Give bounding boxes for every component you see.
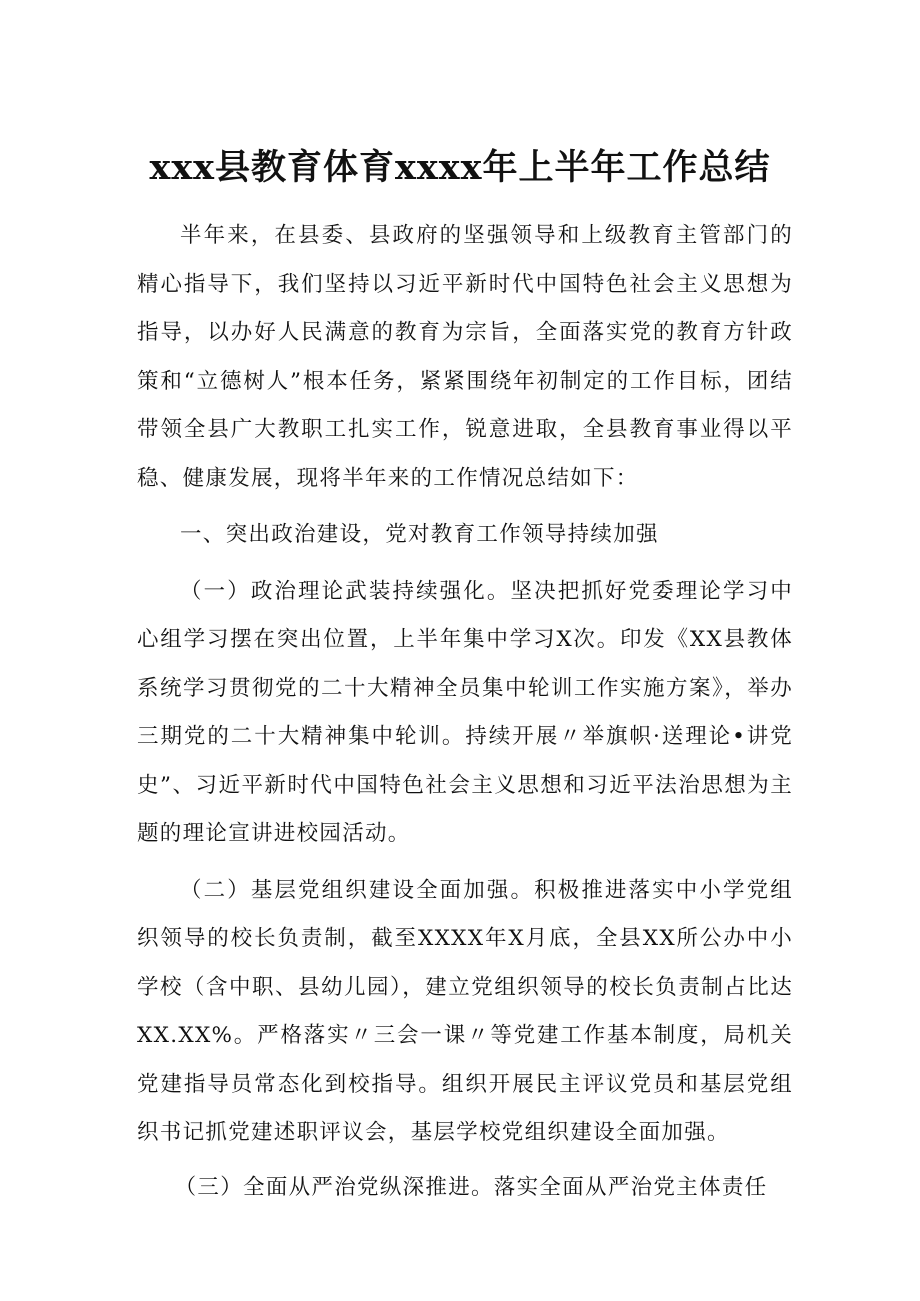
subsection-paragraph-2: （二）基层党组织建设全面加强。积极推进落实中小学党组织领导的校长负责制，截至XXXX年X月底，全县XX所公办中小学校（含中职、县幼儿园），建立党组织领导的校长负责制占比达XX.XX%。严格落实〃三会一课〃等党建工作基本制度，局机关党建指导员常态化到校指导。组织开展民主评议党员和基层党组织书记抓党建述职评议会，基层学校党组织建设全面加强。 <box>137 877 793 1145</box>
document-body <box>137 212 793 1212</box>
document-title: xxx县教育体育xxxx年上半年工作总结 <box>149 147 771 188</box>
subsection-paragraph-3: （三）全面从严治党纵深推进。落实全面从严治党主体责任 <box>174 1174 768 1200</box>
section-heading-1: 一、突出政治建设，党对教育工作领导持续加强 <box>180 522 659 547</box>
intro-paragraph: 半年来，在县委、县政府的坚强领导和上级教育主管部门的精心指导下，我们坚持以习近平新时代中国特色社会主义思想为指导，以办好人民满意的教育为宗旨，全面落实党的教育方针政策和“立德树人”根本任务，紧紧围绕年初制定的工作目标，团结带领全县广大教职工扎实工作，锐意进取，全县教育事业得以平稳、健康发展，现将半年来的工作情况总结如下： <box>137 223 793 491</box>
subsection-paragraph-1: （一）政治理论武装持续强化。坚决把抓好党委理论学习中心组学习摆在突出位置，上半年集中学习X次。印发《XX县教体系统学习贯彻党的二十大精神全员集中轮训工作实施方案》，举办三期党的二十大精神集中轮训。持续开展〃举旗帜·送理论•讲党史”、习近平新时代中国特色社会主义思想和习近平法治思想为主题的理论宣讲进校园活动。 <box>137 578 793 846</box>
